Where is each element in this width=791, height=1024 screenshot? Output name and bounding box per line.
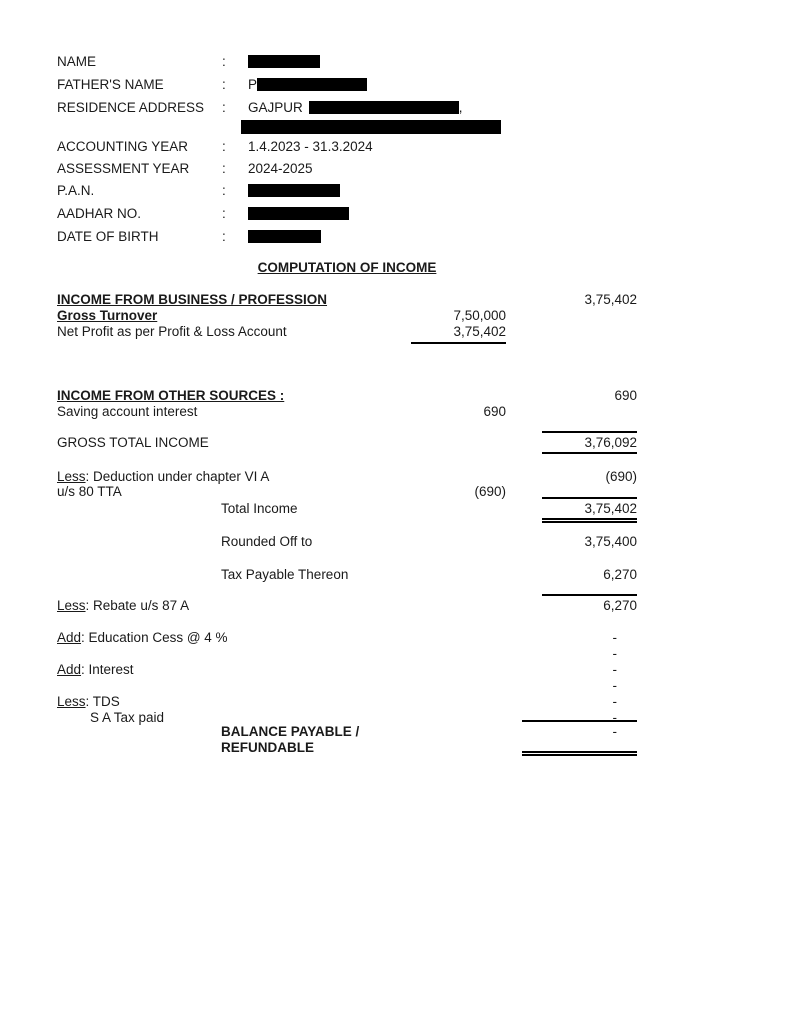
field-fathers-name (57, 73, 637, 96)
label-rest: : TDS (85, 694, 120, 709)
partial-text: , (458, 99, 463, 115)
row-label (57, 662, 391, 678)
row-rounded-off (57, 534, 637, 550)
mid-amount (391, 662, 486, 678)
row-gross-turnover (57, 308, 637, 324)
row-label: Total Income (221, 501, 298, 516)
redaction-bar (248, 184, 340, 197)
colon-separator: : (222, 54, 226, 69)
field-label: NAME (57, 54, 97, 69)
row-label (57, 694, 391, 710)
right-amount: - (612, 710, 617, 725)
redaction-bar (241, 120, 501, 134)
mid-amount (411, 534, 506, 550)
row-total-income (57, 497, 637, 523)
row-gross-total-income (57, 431, 637, 454)
field-accounting-year (57, 136, 637, 157)
colon-separator: : (222, 160, 226, 176)
field-value (248, 55, 637, 68)
right-amount: 3,76,092 (542, 431, 637, 454)
row-label: Tax Payable Thereon (221, 567, 349, 582)
row-less-deduction (57, 469, 637, 485)
row-label: Net Profit as per Profit & Loss Account (57, 324, 287, 339)
mid-amount (391, 678, 486, 694)
row-dash (57, 646, 637, 662)
label-rest: : Rebate u/s 87 A (85, 598, 190, 613)
field-value (248, 120, 637, 134)
row-net-profit (57, 324, 637, 344)
field-address-line2 (57, 118, 637, 136)
right-amount: - (612, 630, 617, 645)
row-label: Rounded Off to (221, 534, 313, 549)
colon-separator: : (222, 183, 226, 198)
mid-amount (411, 567, 506, 583)
partial-text: P (248, 77, 258, 92)
colon-separator: : (222, 99, 226, 115)
less-prefix: Less (57, 469, 86, 484)
row-dash (57, 678, 637, 694)
field-aadhar (57, 202, 637, 225)
row-tax-payable (57, 567, 637, 583)
row-add-interest (57, 662, 637, 678)
mid-amount (411, 292, 506, 308)
right-amount: - (612, 662, 617, 677)
document-title (57, 260, 637, 275)
right-amount: - (522, 720, 637, 756)
right-amount (542, 324, 637, 344)
mid-amount (411, 388, 506, 404)
redaction-bar (248, 207, 349, 220)
redaction-bar (257, 78, 367, 91)
field-label: RESIDENCE ADDRESS (57, 99, 205, 115)
right-amount (542, 404, 637, 420)
row-label: BALANCE PAYABLE / REFUNDABLE (221, 724, 360, 755)
mid-amount (391, 630, 486, 646)
row-label: S A Tax paid (90, 710, 165, 725)
mid-amount (411, 497, 506, 523)
row-business-income (57, 292, 637, 308)
label-rest: : Education Cess @ 4 % (81, 630, 228, 645)
right-amount: - (612, 678, 617, 693)
field-name (57, 50, 637, 73)
title-text: COMPUTATION OF INCOME (257, 260, 437, 275)
right-amount: - (612, 694, 617, 709)
field-assessment-year (57, 157, 637, 179)
mid-amount (411, 594, 506, 614)
row-label (57, 678, 391, 694)
field-label: P.A.N. (57, 183, 95, 198)
taxpayer-details (57, 50, 637, 247)
row-label (57, 630, 391, 646)
field-value: 1.4.2023 - 31.3.2024 (248, 139, 373, 154)
right-amount: 3,75,400 (584, 534, 637, 549)
right-amount: 690 (614, 388, 637, 403)
add-prefix: Add (57, 630, 82, 645)
row-label: Gross Turnover (57, 308, 158, 323)
redaction-bar (248, 230, 321, 243)
colon-separator: : (222, 139, 226, 154)
row-label: u/s 80 TTA (57, 484, 122, 499)
row-label: GROSS TOTAL INCOME (57, 435, 209, 450)
field-residence-address (57, 96, 637, 118)
section-heading: INCOME FROM OTHER SOURCES : (57, 388, 285, 403)
partial-text: GAJPUR (248, 99, 303, 115)
row-label (57, 646, 391, 662)
right-amount: 6,270 (542, 594, 637, 614)
field-value (248, 230, 637, 243)
mid-amount (411, 469, 506, 485)
label-rest: : Deduction under chapter VI A (85, 469, 270, 484)
redaction-bar (248, 55, 320, 68)
label-rest: : Interest (81, 662, 134, 677)
right-amount: 3,75,402 (542, 497, 637, 523)
row-less-rebate (57, 594, 637, 614)
right-amount: 3,75,402 (584, 292, 637, 307)
field-label: ASSESSMENT YEAR (57, 160, 190, 176)
row-label: Saving account interest (57, 404, 198, 419)
row-label (57, 469, 411, 485)
field-label: ACCOUNTING YEAR (57, 139, 189, 154)
mid-amount (411, 431, 506, 454)
colon-separator: : (222, 206, 226, 221)
less-prefix: Less (57, 598, 86, 613)
mid-amount: 690 (483, 404, 506, 419)
field-pan (57, 179, 637, 202)
mid-amount: (690) (474, 484, 506, 499)
field-date-of-birth (57, 225, 637, 247)
section-heading: INCOME FROM BUSINESS / PROFESSION (57, 292, 328, 307)
right-amount: - (612, 646, 617, 661)
field-value (248, 207, 637, 220)
field-value (248, 77, 637, 92)
field-label: FATHER'S NAME (57, 77, 164, 92)
row-add-cess (57, 630, 637, 646)
right-amount (542, 308, 637, 324)
row-saving-interest (57, 404, 637, 420)
mid-amount: 3,75,402 (411, 324, 506, 344)
row-other-sources (57, 388, 637, 404)
colon-separator: : (222, 228, 226, 244)
row-less-tds (57, 694, 637, 710)
mid-amount (391, 720, 486, 756)
field-value (248, 100, 637, 115)
field-label: AADHAR NO. (57, 206, 142, 221)
right-amount: 6,270 (603, 567, 637, 582)
right-amount: (690) (605, 469, 637, 484)
less-prefix: Less (57, 694, 86, 709)
field-value: 2024-2025 (248, 160, 313, 176)
row-balance-payable (57, 720, 637, 756)
mid-amount (391, 646, 486, 662)
field-label: DATE OF BIRTH (57, 228, 159, 244)
add-prefix: Add (57, 662, 82, 677)
colon-separator: : (222, 77, 226, 92)
mid-amount (391, 694, 486, 710)
field-value (248, 184, 637, 197)
row-label (57, 594, 411, 614)
mid-amount: 7,50,000 (453, 308, 506, 323)
redaction-bar (309, 101, 459, 114)
